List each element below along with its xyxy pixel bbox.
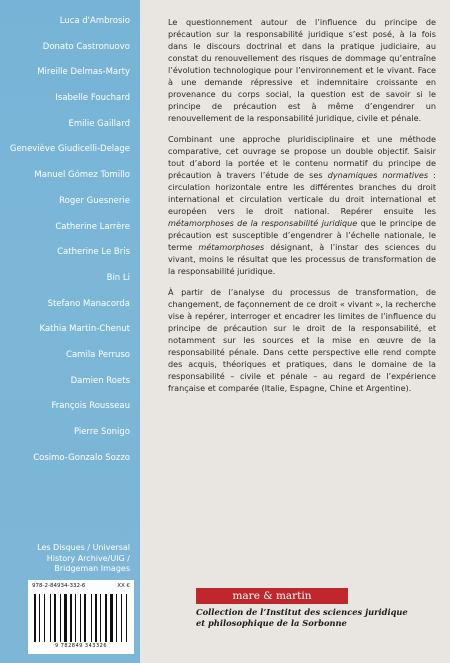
- isbn-line: [32, 583, 130, 593]
- credit-line: Bridgeman Images: [54, 564, 130, 573]
- credit-line: Les Disques / Universal: [37, 543, 130, 552]
- barcode-bar: [100, 594, 101, 642]
- barcode-digits: 9 782849 343326: [54, 643, 108, 649]
- barcode-bar: [70, 594, 72, 642]
- author-name: Isabelle Fouchard: [55, 93, 130, 104]
- barcode-bar: [91, 594, 92, 642]
- paragraph: [168, 16, 436, 124]
- barcode-bar: [116, 594, 117, 642]
- barcode-bar: [44, 594, 45, 642]
- author-name: Donato Castronuovo: [42, 41, 130, 52]
- text-run: Le questionnement autour de l’influence du principe de précaution sur la responsabilité juridique s’est posé, à la fois dans le discours doctrinal et dans la pratique judiciaire, au constat du renouvellement des risques de dommage qu’entraîne l’évolution technologique pour l’environnement et le vivant. Face à une demande répressive et indemnitaire croissante en provenance du corps social, la question est de savoir si le principe de précaution est à même d’engendrer un renouvellement de la responsabilité juridique, civile et pénale.: [168, 17, 436, 123]
- barcode-bars: [34, 594, 128, 642]
- barcode-bar: [75, 594, 76, 642]
- barcode-bar: [64, 594, 67, 642]
- author-name: Roger Guesnerie: [59, 195, 130, 206]
- barcode-bar: [121, 594, 122, 642]
- barcode-bar: [95, 594, 97, 642]
- author-sidebar: [0, 0, 140, 663]
- author-name: Cosimo-Gonzalo Sozzo: [33, 452, 130, 463]
- italic-term: dynamiques normatives: [327, 170, 429, 180]
- author-name: Catherine Le Bris: [57, 247, 130, 258]
- author-name: Damien Roets: [70, 375, 130, 386]
- author-name: Emilie Gaillard: [68, 118, 130, 129]
- author-name: Bin Li: [106, 272, 130, 283]
- barcode-bar: [50, 594, 51, 642]
- barcode-bar: [60, 594, 61, 642]
- italic-term: métamorphoses de la responsabilité juridique: [168, 218, 358, 228]
- author-name: Geneviève Giudicelli-Delage: [9, 144, 130, 155]
- text-run: que le principe de précaution est susceptible d’engendrer à l’échelle nationale, le terme: [168, 218, 436, 252]
- text-run: désignant, à l’instar des sciences du vivant, moins le résultat que les processus de transformation de la responsabilité juridique.: [168, 242, 436, 276]
- credit-line: History Archive/UIG /: [46, 553, 130, 563]
- barcode-bar: [39, 594, 40, 642]
- author-name: Luca d'Ambrosio: [59, 16, 130, 26]
- barcode-bar: [105, 594, 107, 642]
- author-name: Mireille Delmas-Marty: [37, 67, 130, 78]
- author-name: François Rousseau: [51, 401, 130, 412]
- author-name: Catherine Larrère: [55, 221, 130, 232]
- author-list: [0, 15, 130, 477]
- description-text: [168, 16, 436, 403]
- publisher-logo: mare & martin: [196, 588, 348, 604]
- price: XX €: [117, 583, 130, 589]
- italic-term: métamorphoses: [198, 242, 265, 252]
- barcode-bar: [54, 594, 56, 642]
- author-name: Stefano Manacorda: [47, 298, 130, 309]
- author-name: Camila Perruso: [66, 349, 130, 360]
- author-name: Manuel Gómez Tomillo: [34, 170, 130, 181]
- barcode-bar: [110, 594, 113, 642]
- collection-line-2: et philosophique de la Sorbonne: [196, 617, 347, 628]
- barcode-bar: [126, 594, 127, 642]
- collection-name: [196, 607, 446, 628]
- collection-line-1: Collection de l’Institut des sciences juridique: [196, 607, 408, 617]
- author-name: Kathia Martin-Chenut: [39, 324, 130, 335]
- barcode-bar: [80, 594, 81, 642]
- barcode-bar: [84, 594, 86, 642]
- author-name: Pierre Sonigo: [73, 427, 130, 437]
- barcode-bar: [34, 594, 36, 642]
- image-credit: [10, 543, 130, 575]
- text-run: : circulation horizontale entre les différentes branches du droit international et circulation verticale du droit international et européen vers le droit national. Repérer ensuite les: [168, 170, 436, 216]
- paragraph: [168, 286, 436, 394]
- isbn: 978-2-84934-332-6: [32, 583, 86, 589]
- barcode: [28, 580, 134, 654]
- text-run: Combinant une approche pluridisciplinaire et une méthode comparative, cet ouvrage se propose un double objectif. Saisir tout d’abord la portée et le contenu normatif du principe de précaution à travers l’étude de ses: [168, 134, 436, 180]
- text-run: À partir de l’analyse du processus de transformation, de changement, de façonnement de ce droit « vivant », la recherche vise à repérer, interroger et encadrer les limites de l’influence du principe de précaution sur le droit de la responsabilité, et notamment sur les sources et la mise en œuvre de la responsabilité pénale. Dans cette perspective elle rend compte des acquis, théoriques et pratiques, dans le domaine de la responsabilité – civile et pénale – au regard de l’expérience française et comparée (Italie, Espagne, Chine et Argentine).: [168, 287, 436, 393]
- paragraph: [168, 133, 436, 277]
